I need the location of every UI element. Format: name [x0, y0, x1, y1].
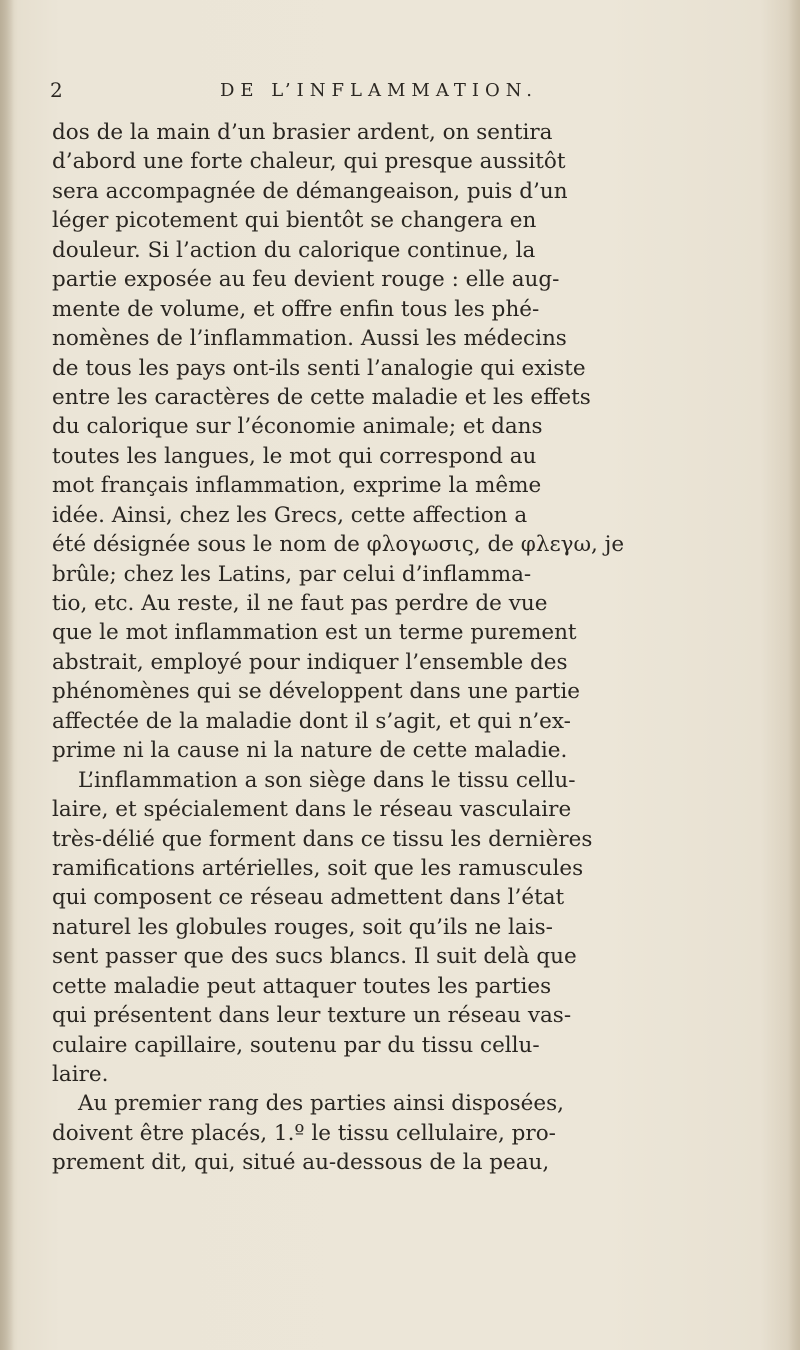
text-line: naturel les globules rouges, soit qu’ils ne lais-	[52, 914, 553, 940]
text-line: abstrait, employé pour indiquer l’ensemble des	[52, 649, 568, 675]
text-line: léger picotement qui bientôt se changera en	[52, 208, 537, 234]
text-line: culaire capillaire, soutenu par du tissu cellu-	[52, 1032, 540, 1058]
text-line: que le mot inflammation est un terme purement	[52, 620, 577, 646]
text-line: douleur. Si l’action du calorique continue, la	[52, 237, 536, 263]
text-line: laire, et spécialement dans le réseau vasculaire	[52, 797, 572, 823]
page-left-edge-shadow	[0, 0, 14, 1350]
text-line: prime ni la cause ni la nature de cette maladie.	[52, 738, 568, 764]
text-line: phénomènes qui se développent dans une partie	[52, 679, 580, 705]
text-line: laire.	[52, 1062, 109, 1087]
text-line: dos de la main d’un brasier ardent, on sentira	[52, 120, 553, 145]
text-line: du calorique sur l’économie animale; et dans	[52, 414, 543, 440]
text-line: sent passer que des sucs blancs. Il suit delà que	[52, 944, 577, 970]
text-line: tio, etc. Au reste, il ne faut pas perdre de vue	[52, 591, 548, 616]
text-line: toutes les langues, le mot qui correspond au	[52, 443, 537, 469]
text-line: affectée de la maladie dont il s’agit, et qui n’ex-	[52, 708, 571, 734]
page-header	[50, 78, 750, 108]
text-line: entre les caractères de cette maladie et les effets	[52, 384, 591, 410]
text-line: très-délié que forment dans ce tissu les dernières	[52, 826, 593, 852]
text-line: partie exposée au feu devient rouge : elle aug-	[52, 267, 560, 293]
paragraph-start-line: Au premier rang des parties ainsi disposées,	[78, 1091, 564, 1117]
text-line: prement dit, qui, situé au-dessous de la peau,	[52, 1150, 550, 1176]
text-line: doivent être placés, 1.º le tissu cellulaire, pro-	[52, 1120, 556, 1146]
text-line: qui composent ce réseau admettent dans l’état	[52, 885, 565, 911]
paragraph-start-line: L’inflammation a son siège dans le tissu cellu-	[78, 767, 576, 793]
text-line: sera accompagnée de démangeaison, puis d’un	[52, 178, 568, 204]
text-line: cette maladie peut attaquer toutes les parties	[52, 973, 552, 999]
text-line: mente de volume, et offre enfin tous les phé-	[52, 296, 540, 322]
text-line: de tous les pays ont-ils senti l’analogie qui existe	[52, 355, 586, 381]
text-line: mot français inflammation, exprime la même	[52, 473, 542, 499]
text-line: ramifications artérielles, soit que les ramuscules	[52, 855, 584, 881]
text-line: idée. Ainsi, chez les Grecs, cette affection a	[52, 502, 528, 528]
text-line: qui présentent dans leur texture un réseau vas-	[52, 1003, 572, 1029]
page-right-edge-shadow	[788, 0, 800, 1350]
text-line: brûle; chez les Latins, par celui d’inflamma-	[52, 561, 532, 587]
text-line: d’abord une forte chaleur, qui presque aussitôt	[52, 149, 566, 175]
text-line: nomènes de l’inflammation. Aussi les médecins	[52, 326, 567, 352]
running-title: DE L’INFLAMMATION.	[220, 80, 539, 101]
page-number: 2	[50, 78, 63, 102]
text-line: été désignée sous le nom de φλογωσις, de φλεγω, je	[52, 532, 625, 558]
body-text	[52, 118, 742, 1178]
